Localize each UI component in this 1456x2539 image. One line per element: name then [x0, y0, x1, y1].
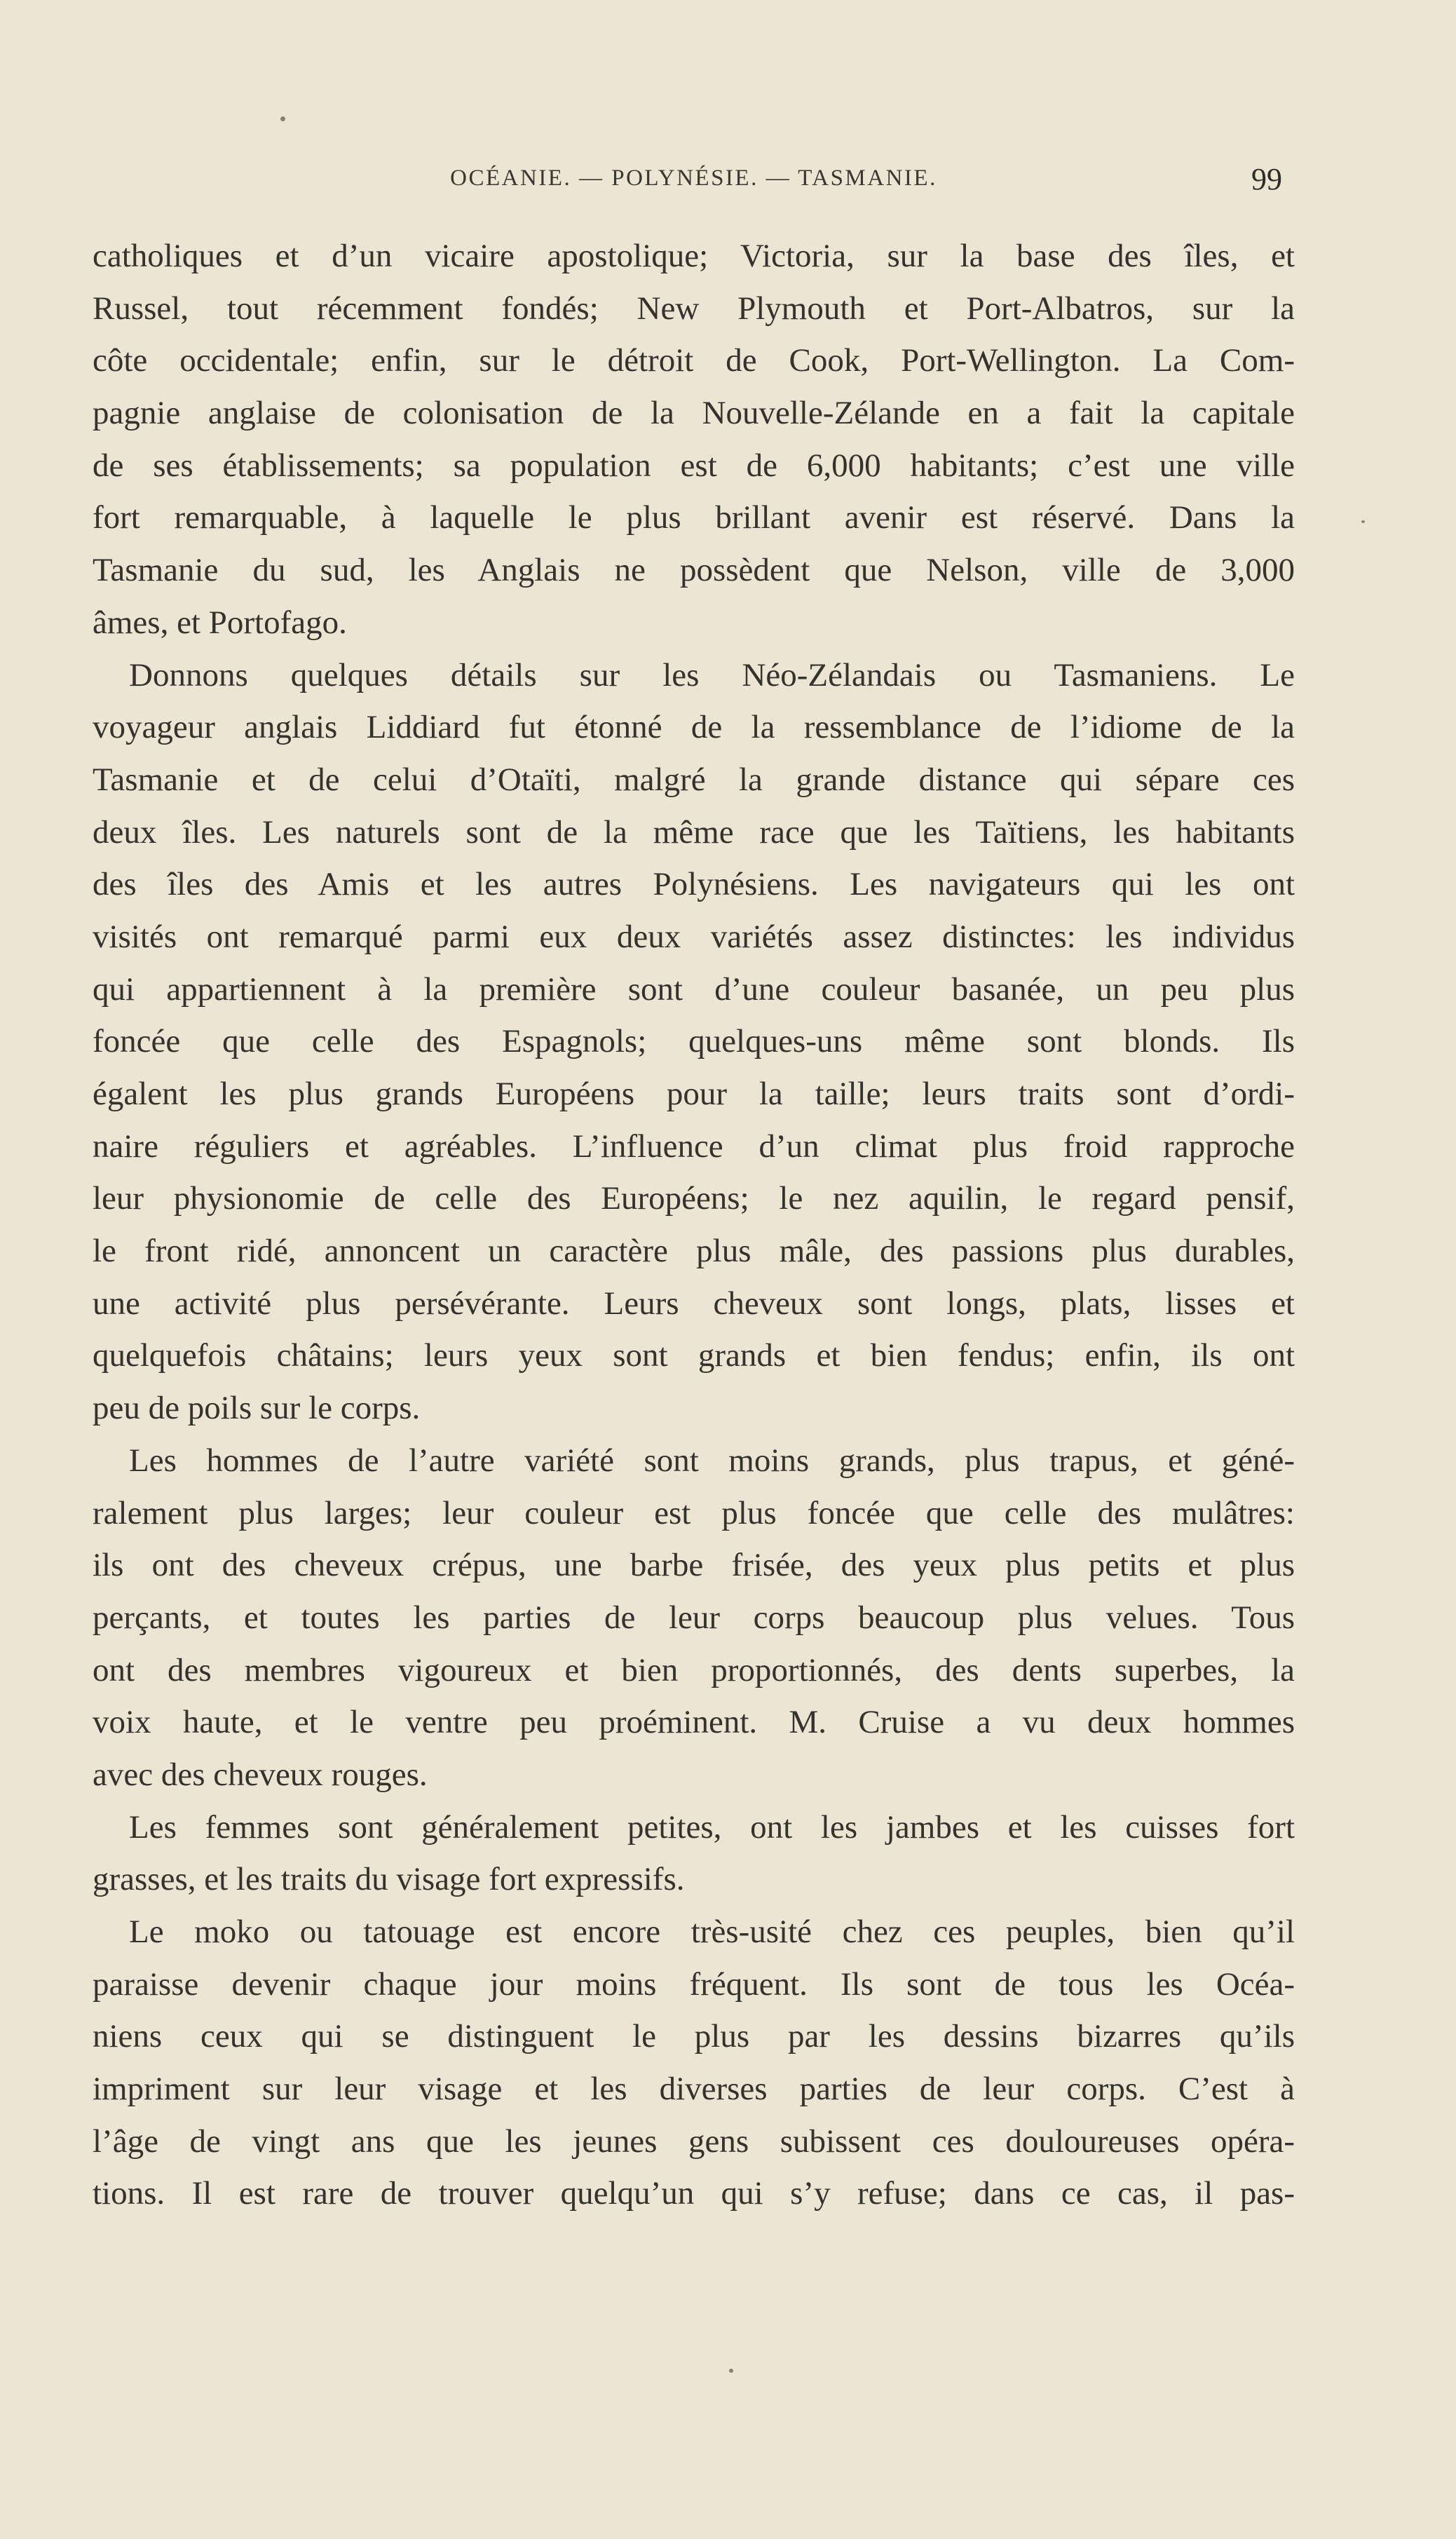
text-line: peu de poils sur le corps.	[93, 1390, 421, 1427]
text-line: quelquefois châtains; leurs yeux sont grands et bien fendus; enfin, ils ont	[93, 1337, 1295, 1374]
text-line: Tasmanie et de celui d’Otaïti, malgré la grande distance qui sépare ces	[93, 761, 1295, 798]
text-line: l’âge de vingt ans que les jeunes gens subissent ces douloureuses opéra-	[93, 2122, 1295, 2160]
text-line: côte occidentale; enfin, sur le détroit de Cook, Port-Wellington. La Com-	[93, 342, 1295, 379]
paragraph	[93, 1801, 1295, 1906]
text-line: Les hommes de l’autre variété sont moins grands, plus trapus, et géné-	[129, 1442, 1295, 1479]
text-line: Le moko ou tatouage est encore très-usité chez ces peuples, bien qu’il	[129, 1914, 1295, 1950]
text-line: catholiques et d’un vicaire apostolique; Victoria, sur la base des îles, et	[93, 238, 1295, 274]
text-line: voyageur anglais Liddiard fut étonné de la ressemblance de l’idiome de la	[93, 709, 1295, 746]
text-line: paraisse devenir chaque jour moins fréquent. Ils sont de tous les Océa-	[93, 1965, 1295, 2003]
running-title: OCÉANIE. — POLYNÉSIE. — TASMANIE.	[450, 165, 937, 191]
text-line: fort remarquable, à laquelle le plus brillant avenir est réservé. Dans la	[93, 499, 1295, 536]
text-line: ont des membres vigoureux et bien proportionnés, des dents superbes, la	[93, 1651, 1295, 1688]
text-line: visités ont remarqué parmi eux deux variétés assez distinctes: les individus	[93, 918, 1295, 955]
text-line: leur physionomie de celle des Européens; le nez aquilin, le regard pensif,	[93, 1180, 1295, 1217]
text-line: foncée que celle des Espagnols; quelques-uns même sont blonds. Ils	[93, 1023, 1295, 1060]
paragraph	[93, 1906, 1295, 2220]
text-line: âmes, et Portofago.	[93, 604, 347, 641]
text-line: voix haute, et le ventre peu proéminent. M. Cruise a vu deux hommes	[93, 1704, 1295, 1741]
text-line: Les femmes sont généralement petites, ont les jambes et les cuisses fort	[129, 1808, 1295, 1846]
paragraph	[93, 1435, 1295, 1801]
text-line: une activité plus persévérante. Leurs cheveux sont longs, plats, lisses et	[93, 1285, 1295, 1322]
text-line: des îles des Amis et les autres Polynésiens. Les navigateurs qui les ont	[93, 866, 1295, 903]
paragraph	[93, 230, 1295, 649]
text-line: tions. Il est rare de trouver quelqu’un qui s’y refuse; dans ce cas, il pas-	[93, 2175, 1295, 2212]
text-line: avec des cheveux rouges.	[93, 1756, 428, 1793]
paragraph	[93, 649, 1295, 1435]
text-line: deux îles. Les naturels sont de la même race que les Taïtiens, les habitants	[93, 813, 1295, 851]
text-line: de ses établissements; sa population est de 6,000 habitants; c’est une ville	[93, 447, 1295, 484]
text-line: qui appartiennent à la première sont d’une couleur basanée, un peu plus	[93, 970, 1295, 1008]
text-line: ralement plus larges; leur couleur est plus foncée que celle des mulâtres:	[93, 1494, 1295, 1531]
text-line: ils ont des cheveux crépus, une barbe frisée, des yeux plus petits et plus	[93, 1547, 1295, 1584]
text-line: Russel, tout récemment fondés; New Plymouth et Port-Albatros, sur la	[93, 290, 1295, 327]
text-line: Tasmanie du sud, les Anglais ne possèdent que Nelson, ville de 3,000	[93, 552, 1295, 589]
body-text	[93, 230, 1295, 2220]
text-line: perçants, et toutes les parties de leur corps beaucoup plus velues. Tous	[93, 1599, 1295, 1636]
text-line: grasses, et les traits du visage fort expressifs.	[93, 1861, 685, 1898]
text-line: Donnons quelques détails sur les Néo-Zélandais ou Tasmaniens. Le	[129, 656, 1295, 693]
text-line: le front ridé, annoncent un caractère plus mâle, des passions plus durables,	[93, 1233, 1295, 1270]
page-number: 99	[1251, 162, 1282, 196]
text-line: pagnie anglaise de colonisation de la Nouvelle-Zélande en a fait la capitale	[93, 395, 1295, 432]
text-line: niens ceux qui se distinguent le plus par les dessins bizarres qu’ils	[93, 2018, 1295, 2055]
text-line: naire réguliers et agréables. L’influence d’un climat plus froid rapproche	[93, 1128, 1295, 1165]
text-line: égalent les plus grands Européens pour la taille; leurs traits sont d’ordi-	[93, 1076, 1295, 1112]
page-header	[93, 162, 1295, 208]
text-line: impriment sur leur visage et les diverses parties de leur corps. C’est à	[93, 2071, 1295, 2108]
